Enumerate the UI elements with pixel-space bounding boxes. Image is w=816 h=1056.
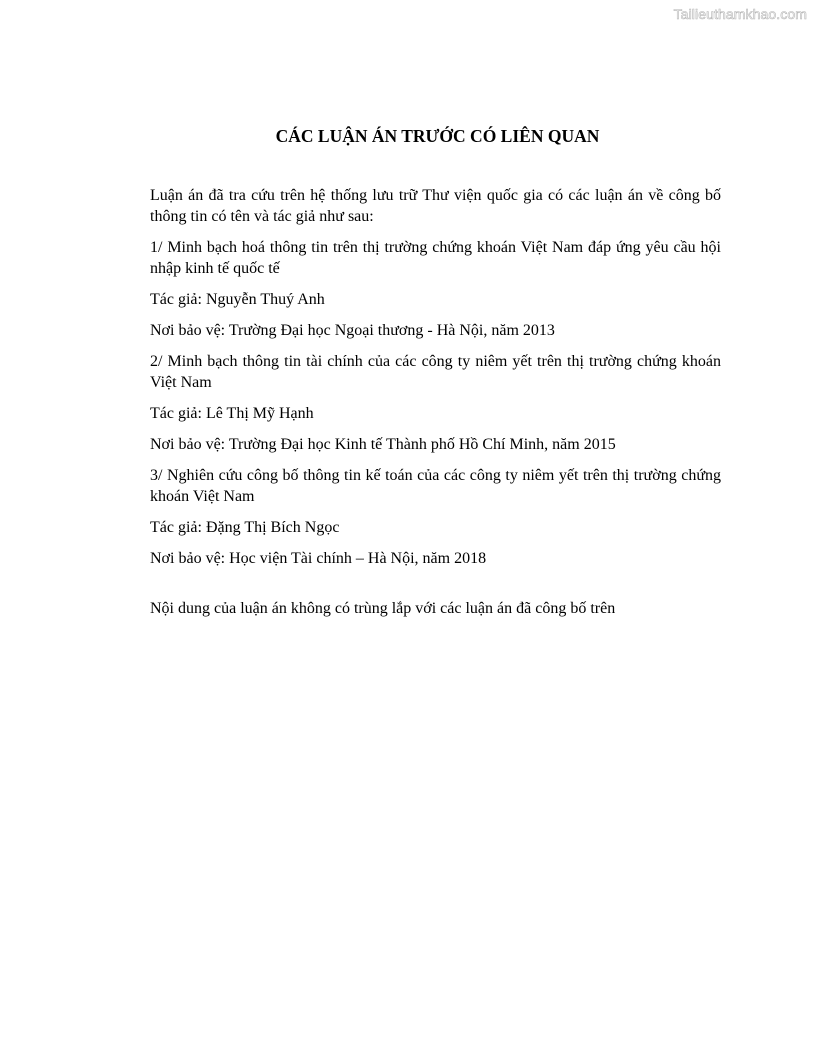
section-spacer [150, 579, 721, 598]
entry-3-author: Tác giả: Đặng Thị Bích Ngọc [150, 519, 340, 536]
entry-2-venue: Nơi bảo vệ: Trường Đại học Kinh tế Thành phố Hồ Chí Minh, năm 2015 [150, 436, 616, 453]
watermark-text: Tailieuthamkhao.com [673, 6, 807, 22]
entry-1-title: 1/ Minh bạch hoá thông tin trên thị trường chứng khoán Việt Nam đáp ứng yêu cầu hội nhập kinh tế quốc tế [150, 239, 721, 277]
document-title: CÁC LUẬN ÁN TRƯỚC CÓ LIÊN QUAN [275, 126, 600, 146]
entry-3-venue: Nơi bảo vệ: Học viện Tài chính – Hà Nội, năm 2018 [150, 550, 487, 567]
entry-1-venue: Nơi bảo vệ: Trường Đại học Ngoại thương - Hà Nội, năm 2013 [150, 322, 555, 339]
entry-3-title: 3/ Nghiên cứu công bố thông tin kế toán của các công ty niêm yết trên thị trường chứng khoán Việt Nam [150, 467, 721, 505]
conclusion-paragraph: Nội dung của luận án không có trùng lắp với các luận án đã công bố trên [150, 600, 616, 617]
document-page [150, 126, 721, 629]
entry-2-author: Tác giả: Lê Thị Mỹ Hạnh [150, 405, 314, 422]
entry-1-author: Tác giả: Nguyễn Thuý Anh [150, 291, 325, 308]
intro-paragraph: Luận án đã tra cứu trên hệ thống lưu trữ Thư viện quốc gia có các luận án về công bố thông tin có tên và tác giả như sau: [150, 187, 721, 225]
entry-2-title: 2/ Minh bạch thông tin tài chính của các công ty niêm yết trên thị trường chứng khoán Việt Nam [150, 353, 721, 391]
